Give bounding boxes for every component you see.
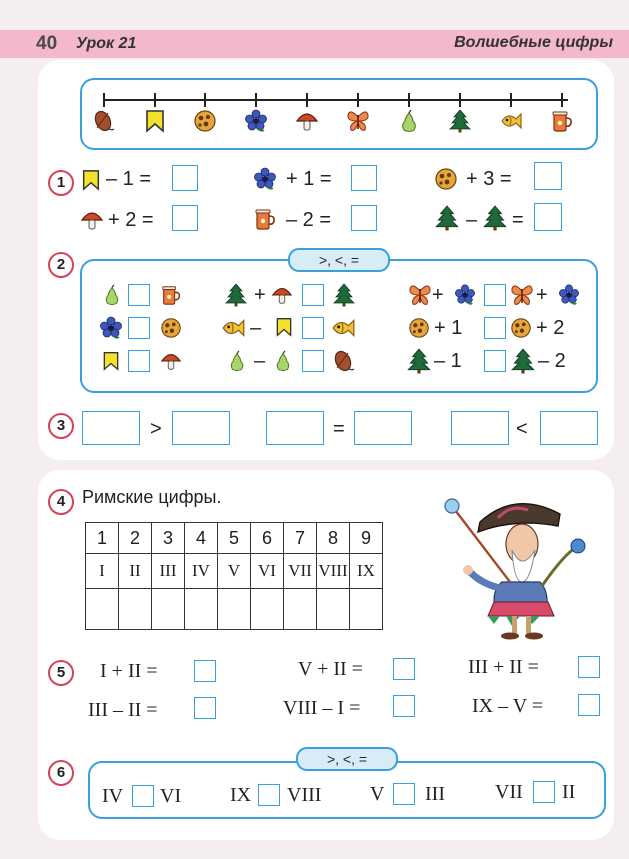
comparison-sign: = xyxy=(333,418,345,440)
mushroom-icon xyxy=(80,207,104,233)
number-box[interactable] xyxy=(172,411,230,445)
answer-box[interactable] xyxy=(351,205,377,231)
operator-text: – 2 xyxy=(538,350,566,372)
topic-title: Волшебные цифры xyxy=(454,34,613,51)
comparison-sign: > xyxy=(150,418,162,440)
pear-icon xyxy=(272,349,294,373)
roman-left: VII xyxy=(495,781,523,803)
comparison-signs-pill: >, <, = xyxy=(296,747,398,771)
blank-cell[interactable] xyxy=(317,589,350,630)
expression-text: = xyxy=(512,209,524,231)
tree-icon xyxy=(482,204,508,232)
blank-cell[interactable] xyxy=(185,589,218,630)
number-line xyxy=(104,99,568,101)
arabic-digit: 8 xyxy=(317,523,350,554)
fish-icon xyxy=(220,315,246,341)
flower-icon xyxy=(99,315,123,341)
arabic-digit: 2 xyxy=(119,523,152,554)
number-line-tick xyxy=(255,93,257,107)
number-line-tick xyxy=(357,93,359,107)
roman-expression: III + II = xyxy=(468,656,539,678)
operator-text: – xyxy=(254,350,266,372)
answer-box[interactable] xyxy=(351,165,377,191)
comparison-box[interactable] xyxy=(258,784,280,806)
roman-numeral: IV xyxy=(185,554,218,589)
answer-box[interactable] xyxy=(393,658,415,680)
answer-box[interactable] xyxy=(194,660,216,682)
task-number: 2 xyxy=(48,252,74,278)
comparison-box[interactable] xyxy=(302,350,324,372)
comparison-box[interactable] xyxy=(484,350,506,372)
flower-icon xyxy=(454,283,476,307)
comparison-box[interactable] xyxy=(484,317,506,339)
mushroom-icon xyxy=(295,108,319,134)
answer-box[interactable] xyxy=(578,694,600,716)
pear-icon xyxy=(226,349,248,373)
roman-expression: III – II = xyxy=(88,699,158,721)
mushroom-icon xyxy=(160,349,182,373)
operator-text: + xyxy=(432,284,444,306)
operator-text: + 2 xyxy=(536,317,565,339)
wizard-illustration xyxy=(440,492,590,640)
operator-text: – xyxy=(250,317,262,339)
answer-box[interactable] xyxy=(578,656,600,678)
expression-text: + 1 = xyxy=(286,168,332,190)
blank-cell[interactable] xyxy=(218,589,251,630)
mug-icon xyxy=(550,108,574,134)
flower-icon xyxy=(253,166,277,192)
pear-icon xyxy=(397,108,421,134)
ball-icon xyxy=(160,316,182,340)
leaf-icon xyxy=(332,348,356,374)
number-box[interactable] xyxy=(354,411,412,445)
comparison-box[interactable] xyxy=(128,350,150,372)
arabic-digit: 9 xyxy=(350,523,383,554)
roman-numerals-table xyxy=(85,522,383,630)
roman-numeral: VII xyxy=(284,554,317,589)
operator-text: + 1 xyxy=(434,317,463,339)
number-line-tick xyxy=(561,93,563,107)
arabic-digit: 3 xyxy=(152,523,185,554)
task-number: 3 xyxy=(48,413,74,439)
roman-left: V xyxy=(370,783,385,805)
comparison-box[interactable] xyxy=(533,781,555,803)
arabic-digit: 7 xyxy=(284,523,317,554)
butterfly-icon xyxy=(346,108,370,134)
task-number: 4 xyxy=(48,489,74,515)
comparison-box[interactable] xyxy=(128,284,150,306)
answer-box[interactable] xyxy=(534,203,562,231)
roman-numeral: I xyxy=(86,554,119,589)
blank-cell[interactable] xyxy=(284,589,317,630)
operator-text: – 1 xyxy=(434,350,462,372)
task4-title: Римские цифры. xyxy=(82,487,222,507)
fish-icon xyxy=(330,315,356,341)
number-line-tick xyxy=(204,93,206,107)
answer-box[interactable] xyxy=(172,205,198,231)
mug-icon xyxy=(160,283,182,307)
butterfly-icon xyxy=(510,283,534,307)
fish-icon xyxy=(499,108,523,134)
tree-icon xyxy=(510,348,536,374)
arabic-digit: 4 xyxy=(185,523,218,554)
blank-cell[interactable] xyxy=(86,589,119,630)
task-number: 5 xyxy=(48,660,74,686)
comparison-signs-pill: >, <, = xyxy=(288,248,390,272)
number-line-tick xyxy=(103,93,105,107)
roman-left: IV xyxy=(102,785,124,807)
expression-text: – 2 = xyxy=(286,209,332,231)
flag-icon xyxy=(80,168,102,192)
blank-cell[interactable] xyxy=(350,589,383,630)
butterfly-icon xyxy=(408,283,432,307)
roman-numeral: II xyxy=(119,554,152,589)
blank-cell[interactable] xyxy=(152,589,185,630)
roman-numeral: VI xyxy=(251,554,284,589)
roman-expression: I + II = xyxy=(100,660,158,682)
roman-expression: IX – V = xyxy=(472,695,544,717)
mushroom-icon xyxy=(271,283,293,307)
number-box[interactable] xyxy=(82,411,140,445)
roman-numeral: IX xyxy=(350,554,383,589)
flower-icon xyxy=(244,108,268,134)
blank-cell[interactable] xyxy=(251,589,284,630)
answer-box[interactable] xyxy=(534,162,562,190)
answer-box[interactable] xyxy=(194,697,216,719)
answer-box[interactable] xyxy=(393,695,415,717)
comparison-box[interactable] xyxy=(128,317,150,339)
roman-left: IX xyxy=(230,784,252,806)
operator-text: + xyxy=(536,284,548,306)
ball-icon xyxy=(408,316,430,340)
task-number: 6 xyxy=(48,760,74,786)
roman-right: II xyxy=(562,781,576,803)
roman-right: VI xyxy=(160,785,182,807)
operator-text: + xyxy=(254,284,266,306)
number-box[interactable] xyxy=(451,411,509,445)
ball-icon xyxy=(193,108,217,134)
leaf-icon xyxy=(92,108,116,134)
arabic-digit: 1 xyxy=(86,523,119,554)
tree-icon xyxy=(448,108,472,134)
flag-icon xyxy=(143,108,167,134)
flag-icon xyxy=(274,316,294,338)
comparison-box[interactable] xyxy=(302,284,324,306)
roman-numeral: III xyxy=(152,554,185,589)
roman-expression: V + II = xyxy=(298,658,363,680)
flag-icon xyxy=(101,350,121,372)
expression-text: + 2 = xyxy=(108,209,154,231)
number-line-tick xyxy=(510,93,512,107)
roman-right: VIII xyxy=(287,784,322,806)
expression-text: + 3 = xyxy=(466,168,512,190)
number-line-tick xyxy=(459,93,461,107)
roman-numeral: V xyxy=(218,554,251,589)
number-line-tick xyxy=(154,93,156,107)
expression-text: – 1 = xyxy=(106,168,152,190)
roman-right: III xyxy=(425,783,445,805)
page-number: 40 xyxy=(36,33,58,54)
tree-icon xyxy=(224,282,248,308)
comparison-box[interactable] xyxy=(132,785,154,807)
roman-expression: VIII – I = xyxy=(283,697,361,719)
number-line-tick xyxy=(306,93,308,107)
roman-numeral: VIII xyxy=(317,554,350,589)
tree-icon xyxy=(406,348,432,374)
mug-icon xyxy=(253,206,277,232)
number-box[interactable] xyxy=(266,411,324,445)
task-number: 1 xyxy=(48,170,74,196)
tree-icon xyxy=(434,204,460,232)
comparison-box[interactable] xyxy=(393,783,415,805)
number-box[interactable] xyxy=(540,411,598,445)
comparison-sign: < xyxy=(516,418,528,440)
arabic-digit: 6 xyxy=(251,523,284,554)
answer-box[interactable] xyxy=(172,165,198,191)
ball-icon xyxy=(510,316,532,340)
expression-text: – xyxy=(466,209,478,231)
pear-icon xyxy=(101,283,123,307)
comparison-box[interactable] xyxy=(302,317,324,339)
tree-icon xyxy=(332,282,356,308)
ball-icon xyxy=(434,166,458,192)
flower-icon xyxy=(558,283,580,307)
arabic-digit: 5 xyxy=(218,523,251,554)
number-line-tick xyxy=(408,93,410,107)
comparison-box[interactable] xyxy=(484,284,506,306)
blank-cell[interactable] xyxy=(119,589,152,630)
lesson-title: Урок 21 xyxy=(76,35,137,52)
